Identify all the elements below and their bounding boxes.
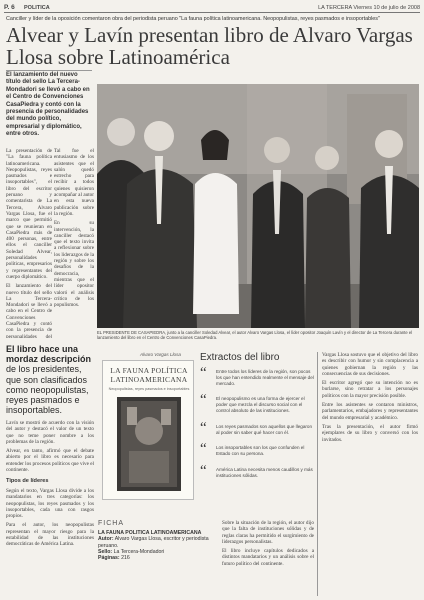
extract-text: América Latina necesita menos caudillos y más instituciones sólidas. bbox=[216, 466, 313, 478]
extract-text: El neopopulismo es una forma de ejercer el poder que mezcla el discurso social con el control absoluto de las instituciones. bbox=[216, 396, 305, 413]
extract-text: Entre todos los líderes de la región, son pocos los que han entendido realmente el mensaje del mercado. bbox=[216, 369, 314, 386]
fact-label: Autor: bbox=[98, 536, 114, 543]
book-cover-art bbox=[117, 397, 181, 491]
book-photo-credit: Alvaro Vargas Llosa bbox=[140, 352, 181, 357]
paragraph: Tras la presentación, el autor firmó ejemplares de su libro y conversó con los invitados. bbox=[322, 423, 418, 443]
fact-box-row bbox=[98, 555, 218, 561]
text-column-lower-left bbox=[6, 420, 94, 474]
event-photo-image bbox=[97, 84, 419, 328]
paragraph: Sobre la situación de la región, el autor dijo que la falta de instituciones sólidas y de reglas claras ha permitido el surgimiento de liderazgos personalistas. bbox=[222, 520, 314, 545]
extract-quote bbox=[200, 419, 314, 436]
book-fact-box bbox=[98, 520, 218, 562]
book-cover bbox=[102, 360, 194, 500]
pull-quote-bold: El libro hace una mordaz descripción bbox=[6, 344, 92, 365]
paragraph: Vargas Llosa sostuvo que el objetivo del libro es describir con humor y sin complacencia a quienes gobiernan la región y las consecuencias de sus decisiones. bbox=[322, 352, 418, 377]
paragraph: Entre los asistentes se contaron ministros, parlamentarios, embajadores y representantes del mundo empresarial y académico. bbox=[322, 402, 418, 421]
text-column-1 bbox=[6, 148, 52, 338]
fact-box-title: LA FAUNA POLITICA LATINOAMERICANA bbox=[98, 530, 202, 536]
text-column-middle bbox=[222, 520, 314, 596]
extracts-title: Extractos del libro bbox=[200, 352, 280, 363]
pull-quote-rest: de los presidentes, que son clasificados como neopopulistas, reyes pasmados e insoportables. bbox=[6, 364, 89, 416]
fact-value: Alvaro Vargas Llosa, escritor y periodista peruano. bbox=[98, 536, 209, 549]
subhead-tipos: Tipos de líderes bbox=[6, 478, 49, 484]
paragraph: Para el autor, los neopopulistas representan el mayor riesgo para la estabilidad de las instituciones democráticas de América Latina. bbox=[6, 522, 94, 548]
text-column-right bbox=[322, 352, 418, 596]
extract-text: Los insoportables son los que confunden el Estado con su persona. bbox=[216, 445, 305, 457]
book-title-line2: LATINOAMERICANA bbox=[110, 374, 188, 384]
quote-mark-icon: “ bbox=[200, 441, 207, 458]
book-subtitle: Neopopulistas, reyes pasmados e insoportables bbox=[108, 387, 190, 391]
photo-caption: EL PRESIDENTE DE CASAPIEDRA, junto a la canciller Soledad Alvear, el autor Alvaro Vargas Llosa, el líder opositor Joaquín Lavín y el director de La Tercera durante el lanzamiento del libro en el Centro de Convenciones CasaPiedra. bbox=[97, 330, 413, 341]
article-kicker: Canciller y líder de la oposición comentaron obra del periodista peruano "La fauna política latinoamericana. Neopopulistas, reyes pasmados e insoportables" bbox=[6, 16, 380, 22]
article-lede: El lanzamiento del nuevo título del sello La Tercera-Mondadori se llevó a cabo en el Centro de Convenciones CasaPiedra y contó con la presencia de personalidades del mundo político, empresarial y diplomático, entre otros. bbox=[6, 72, 90, 138]
fact-label: Páginas: bbox=[98, 555, 120, 562]
extract-quote bbox=[200, 462, 314, 479]
text-column-tipos bbox=[6, 488, 94, 596]
fact-value: 216 bbox=[121, 555, 130, 562]
quote-mark-icon: “ bbox=[200, 392, 207, 409]
paragraph: La presentación de "La fauna política latinoamericana. Neopopulistas, reyes pasmados e insoportables", el libro del escritor peruano y comentarista de La Tercera, Alvaro Vargas Llosa, fue el marco que permitió que se reunieran en CasaPiedra más de 400 personas, entre ellos el canciller Soledad Alvear, personalidades políticas, empresarios y representantes del cuerpo diplomático. bbox=[6, 148, 52, 280]
paragraph: El escritor agregó que su intención no es burlarse, sino retratar a los personajes políticos con la mayor precisión posible. bbox=[322, 380, 418, 399]
page-number: P. 6 bbox=[4, 4, 15, 11]
page-header bbox=[4, 3, 420, 13]
paragraph: El lanzamiento del nuevo título del sello La Tercera-Mondadori se llevó a cabo en el Centro de Convenciones CasaPiedra y contó con la presencia de personalidades del bbox=[6, 283, 52, 338]
section-name: POLITICA bbox=[24, 4, 50, 11]
book-title bbox=[107, 367, 191, 384]
book-title-line1: LA FAUNA POLÍTICA bbox=[110, 366, 188, 375]
fact-value: La Tercera-Mondadori bbox=[113, 549, 165, 556]
paragraph: Lavín se mostró de acuerdo con la visión del autor y destacó el valor de un texto que no teme poner nombre a los problemas de la región. bbox=[6, 420, 94, 445]
fact-label: Sello: bbox=[98, 549, 113, 556]
column-rule bbox=[317, 352, 318, 596]
extract-text: Los reyes pasmados son aquellos que llegaron al poder sin saber qué hacer con él. bbox=[216, 423, 313, 435]
extract-quote bbox=[200, 365, 314, 386]
event-photo bbox=[97, 84, 419, 328]
paragraph: Según el texto, Vargas Llosa divide a los mandatarios en tres categorías: los neopopulistas, los reyes pasmados y los insoportables, cada una con rasgos propios. bbox=[6, 488, 94, 520]
quote-mark-icon: “ bbox=[200, 419, 207, 436]
pull-quote bbox=[6, 344, 98, 415]
extract-quote bbox=[200, 392, 314, 413]
paragraph: En su intervención, la canciller destacó que el texto invita a reflexionar sobre los liderazgos de la región y sobre los desafíos de la democracia, mientras que el líder opositor valoró el análisis crítico de los populismos. bbox=[54, 220, 94, 309]
quote-mark-icon: “ bbox=[200, 365, 207, 381]
paragraph: El libro incluye capítulos dedicados a distintos mandatarios y un análisis sobre el futuro político del continente. bbox=[222, 548, 314, 567]
paragraph: Tal fue el entusiasmo de los asistentes que el salón quedó estrecho para recibir a todos quienes quisieron acompañar al autor en esta nueva publicación sobre la región. bbox=[54, 148, 94, 217]
book-extracts bbox=[200, 352, 314, 489]
article-headline: Alvear y Lavín presentan libro de Alvaro Vargas Llosa sobre Latinoamérica bbox=[6, 23, 413, 69]
lede-rule bbox=[6, 70, 92, 71]
fact-box-label: FICHA bbox=[98, 520, 124, 527]
text-column-2 bbox=[54, 148, 94, 338]
fact-box-row bbox=[98, 536, 218, 549]
extract-quote bbox=[200, 441, 314, 458]
publication-line: LA TERCERA Viernes 10 de julio de 2008 bbox=[318, 4, 420, 11]
paragraph: Alvear, en tanto, afirmó que el debate abierto por el libro es necesario para entender los procesos políticos que vive el continente. bbox=[6, 448, 94, 474]
quote-mark-icon: “ bbox=[200, 462, 207, 479]
